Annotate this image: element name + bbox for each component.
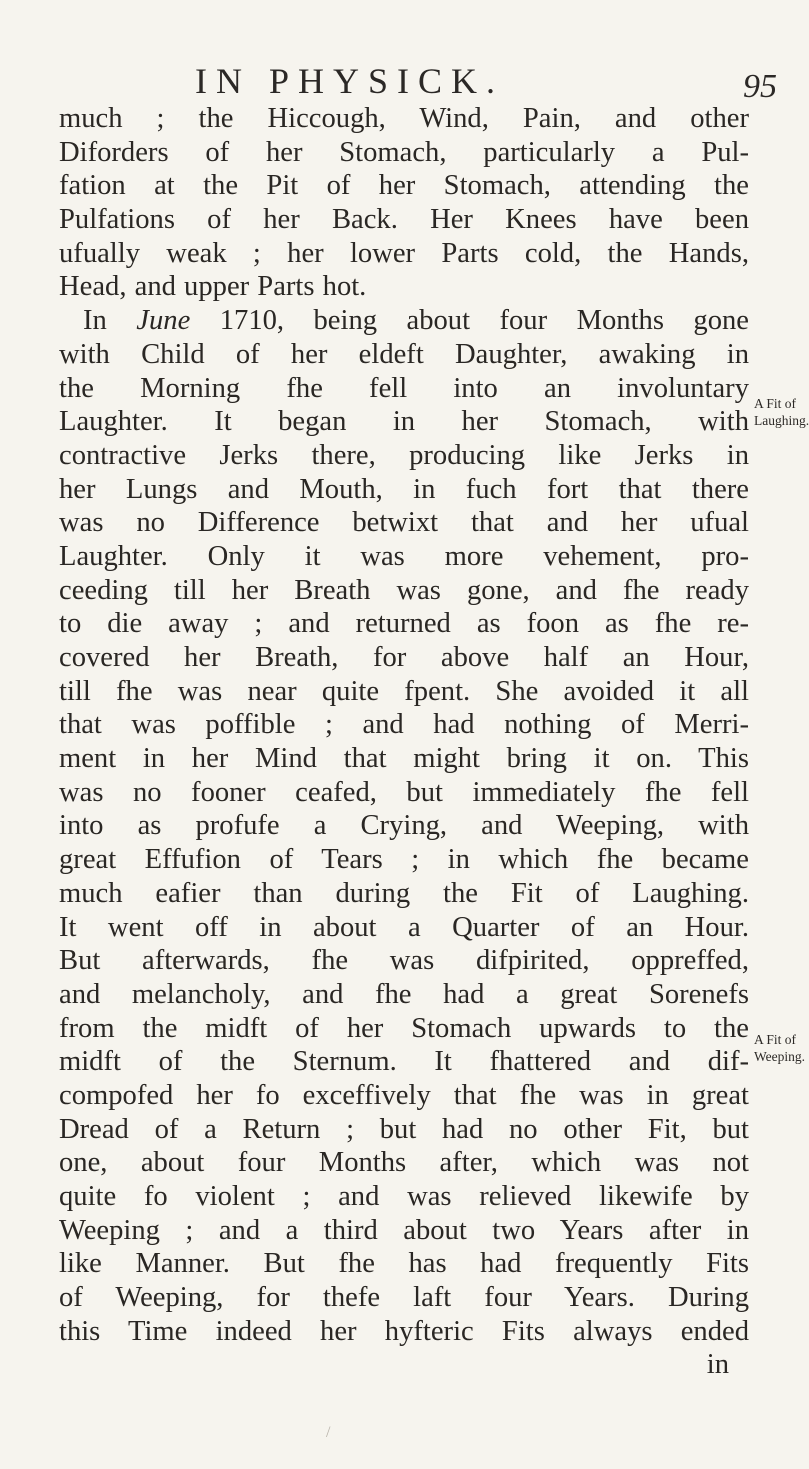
text-line: Weeping ; and a third about two Years after in (59, 1214, 749, 1246)
text-line: of Weeping, for thefe laft four Years. During (59, 1282, 749, 1314)
text-line: Laughter. It began in her Stomach, with (59, 406, 749, 438)
text-line: into as profufe a Crying, and Weeping, with (59, 810, 749, 842)
margin-note-line: Laughing. (754, 413, 809, 428)
margin-note-line: A Fit of (754, 1032, 797, 1047)
text-line: Pulfations of her Back. Her Knees have been (59, 204, 749, 236)
margin-note-weeping (754, 1031, 806, 1065)
margin-note-line: A Fit of (754, 396, 797, 411)
text-line: till fhe was near quite fpent. She avoided it all (59, 675, 749, 707)
text-line: contractive Jerks there, producing like Jerks in (59, 439, 749, 471)
stray-print-mark: / (326, 1424, 331, 1441)
text-line: with Child of her eldeft Daughter, awaking in (59, 338, 749, 370)
text-line: Dread of a Return ; but had no other Fit, but (59, 1113, 749, 1145)
text-line: compofed her fo exceffively that fhe was in great (59, 1079, 749, 1111)
text-line: much eafier than during the Fit of Laughing. (59, 877, 749, 909)
text-line: fation at the Pit of her Stomach, attending the (59, 170, 749, 202)
catchword: in (706, 1349, 729, 1381)
text-line: to die away ; and returned as foon as fhe re- (59, 608, 749, 640)
body-text (59, 102, 749, 1382)
text-line: her Lungs and Mouth, in fuch fort that there (59, 473, 749, 505)
text-line: In June 1710, being about four Months gone (83, 305, 749, 337)
text-line: was no fooner ceafed, but immediately fhe fell (59, 776, 749, 808)
italic-month: June (136, 305, 191, 337)
margin-note-line: Weeping. (754, 1049, 806, 1064)
page-number: 95 (743, 68, 777, 105)
text-line: that was poffible ; and had nothing of Merri- (59, 709, 749, 741)
text-line: this Time indeed her hyfteric Fits always ended (59, 1315, 749, 1347)
text-line: ceeding till her Breath was gone, and fhe ready (59, 574, 749, 606)
text-line: But afterwards, fhe was difpirited, oppreffed, (59, 945, 749, 977)
text-line: the Morning fhe fell into an involuntary (59, 372, 749, 404)
text-line: Diforders of her Stomach, particularly a Pul- (59, 136, 749, 168)
text-line: from the midft of her Stomach upwards to the (59, 1012, 749, 1044)
text-line: was no Difference betwixt that and her ufual (59, 507, 749, 539)
text-line: much ; the Hiccough, Wind, Pain, and other (59, 103, 749, 134)
text-line: and melancholy, and fhe had a great Sorenefs (59, 978, 749, 1010)
text-line: quite fo violent ; and was relieved likewife by (59, 1181, 749, 1212)
text-line: ufually weak ; her lower Parts cold, the Hands, (59, 237, 749, 269)
running-head: IN PHYSICK. (195, 61, 505, 101)
text-line: Laughter. Only it was more vehement, pro- (59, 540, 749, 572)
text-line: great Effufion of Tears ; in which fhe became (59, 844, 749, 876)
text-line: one, about four Months after, which was not (59, 1147, 749, 1179)
text-line: It went off in about a Quarter of an Hour. (59, 911, 749, 943)
margin-note-laughing (754, 395, 809, 429)
text-line: midft of the Sternum. It fhattered and dif- (59, 1046, 749, 1078)
text-line: like Manner. But fhe has had frequently Fits (59, 1248, 749, 1280)
text-line: Head, and upper Parts hot. (59, 271, 367, 303)
text-line: ment in her Mind that might bring it on. This (59, 743, 749, 775)
text-line: covered her Breath, for above half an Hour, (59, 642, 749, 673)
